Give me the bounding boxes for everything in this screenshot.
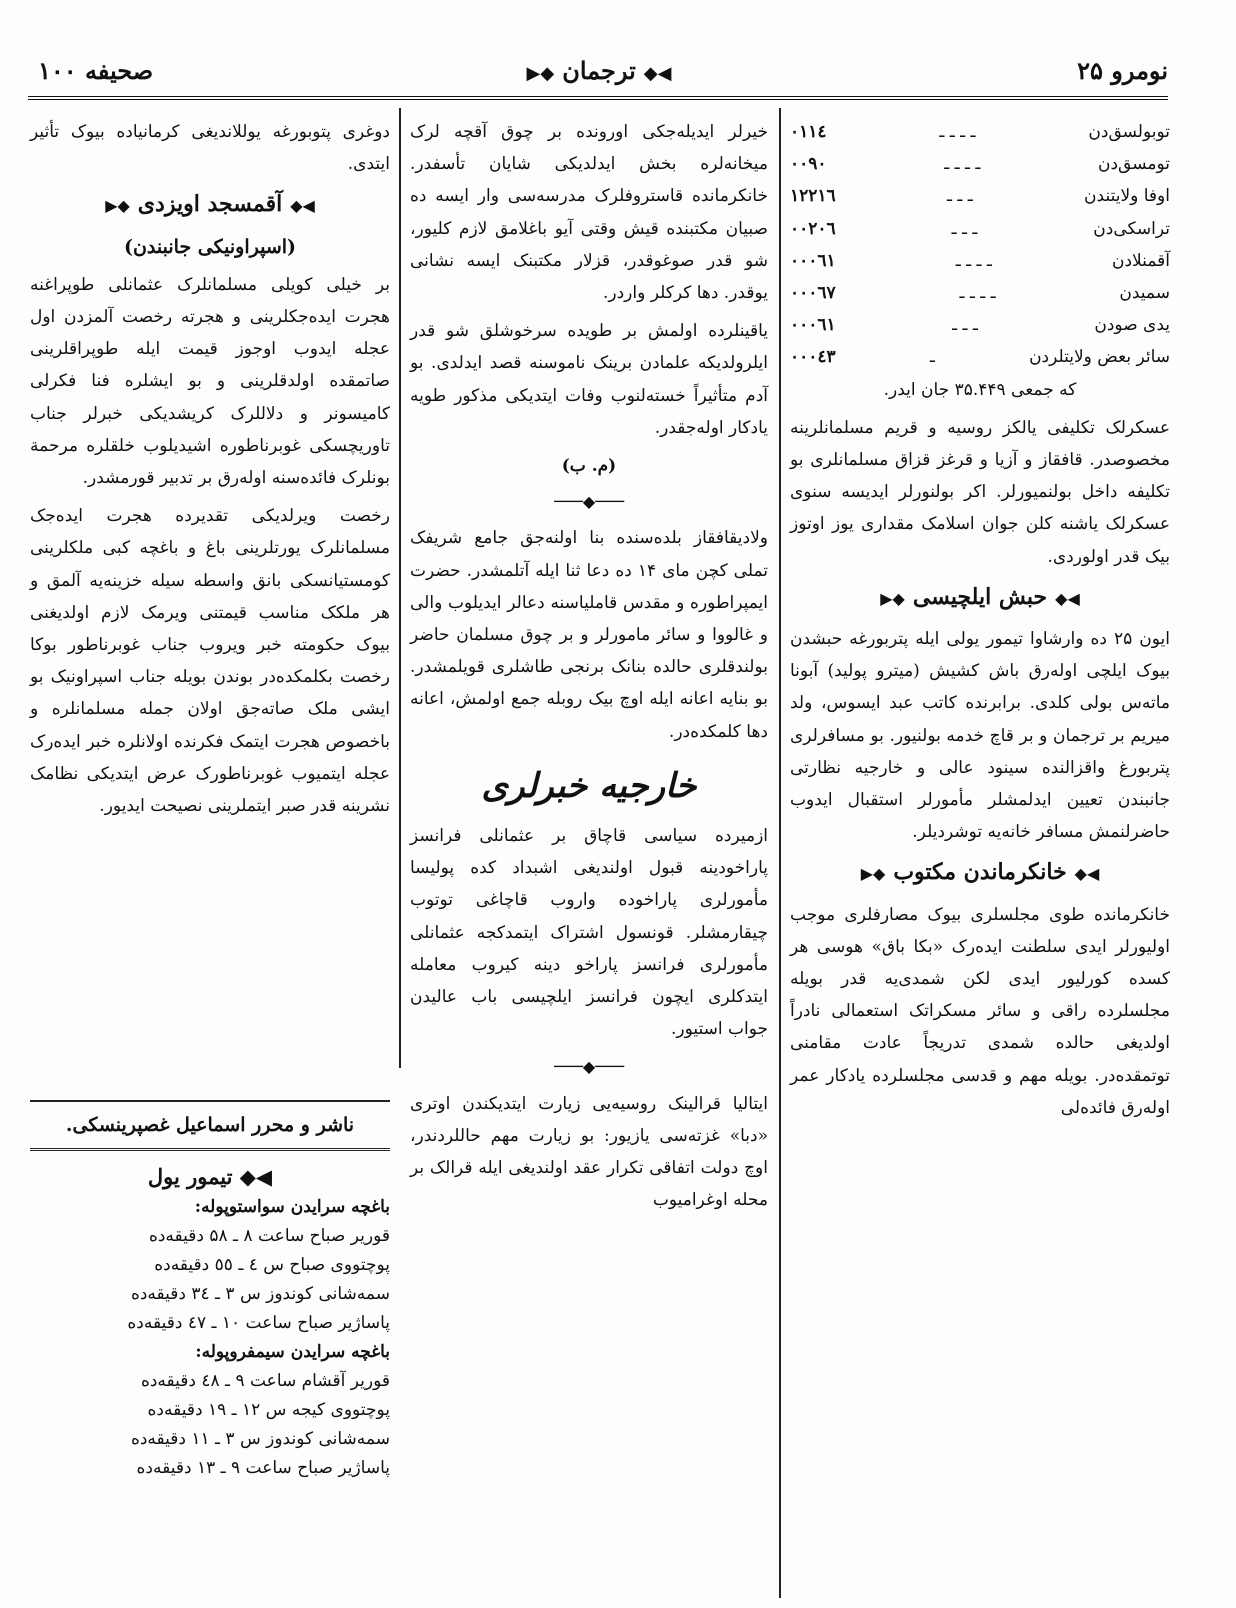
stat-row [790,180,1170,212]
timetable-row: سمه‌شانی کوندوز س ۳ ـ ۱۱ دقیقه‌ده [130,1429,390,1449]
section-heading [790,856,1170,890]
separator-ornament-icon: ───◆─── [553,492,625,512]
heading-text: خانکرماندن مکتوب [893,859,1067,886]
timetable-row: پاساژیر صباح ساعت ۹ ـ ۱۳ دقیقه‌ده [136,1458,390,1478]
stat-dashes: ـ ـ ـ ـ [959,283,996,304]
header-rule [28,96,1168,100]
stat-row [790,116,1170,148]
stat-dashes: ـ ـ ـ ـ [955,250,992,271]
timetable-row: پوچتووی صباح س ٤ ـ ٥٥ دقیقه‌ده [154,1255,390,1275]
stat-dashes: ـ ـ ـ [951,218,978,239]
column-divider [399,108,401,1068]
stat-value: ٠٠٠٦١ [790,250,836,271]
section-heading [30,188,390,222]
stat-place: یدی صودن [1094,315,1170,336]
timetable-section: باغچه سرایدن سواستوپوله: [194,1197,390,1217]
ornament-icon: ◀◆ [643,63,672,84]
article-paragraph: عسکرلک تکلیفی یالکز روسیه و قریم مسلمانلرینه مخصوصدر. قافقاز و آزیا و قرغز قزاق مسلمانلری بو تکلیفه داخل بولنمیورلر. اکر بولنورلر ایدیسه سنوی عسکرلک یاشنه کلن جوان اسلامک مقداری یوز اوتوز بیک قدر اولوردی. [790,417,1170,567]
timetable-row: سمه‌شانی کوندوز س ۳ ـ ۳٤ دقیقه‌ده [130,1284,390,1304]
stat-place: توبولسق‌دن [1088,122,1170,142]
stat-dashes: ـ ـ ـ ـ [939,122,976,142]
article-paragraph: بر خیلی کویلی مسلمانلرک عثمانلی طوپراغنه هجرت ایده‌جکلرینی و هجرته رخصت آلمزدن اول عجله ایدوب اوجوز قیمت ایله طوپراقلرینی صاتمقده اولدقلرینی و بو ایشلره فنا فکرلی کامیسونر و دلاللرک کریشدیکی خبرلر جناب تاوریچسکی غوبرناطوره اشیدیلوب خلقلره مرحمة بونلرک فائده‌سنه اوله‌رق بر تدبیر قورمشدر. [30,274,390,489]
article-paragraph: یاقینلرده اولمش بر طویده سرخوشلق شو قدر ایلرولدیکه علمادن برینک ناموسنه قصد ایدلدی. بو آدم متأثیراً خسته‌لنوب وفات ایتدیکی مذکور طویه یادکار اوله‌جقدر. [410,321,768,438]
stat-place: اوفا ولایتندن [1084,186,1170,207]
paper-title-wrap [30,56,1168,85]
stat-dashes: ـ ـ ـ [952,315,978,336]
ornament-icon: ◆▶ [526,63,555,84]
ornament-icon: ◆▶ [860,864,886,884]
column-middle [410,116,768,1223]
page-number: صحیفه ۱۰۰ [38,56,154,85]
timetable-row: پوچتووی کیجه س ۱۲ ـ ۱۹ دقیقه‌ده [147,1400,390,1420]
ornament-icon: ◀◆ [290,196,315,216]
issue-number: نومرو ۲۵ [1077,56,1168,85]
ornament-icon: ◀◆ [1074,864,1100,884]
stat-row [790,213,1170,245]
timetable-heading [30,1162,390,1191]
stat-value: ٠١١٤ [790,122,827,142]
stat-value: ٠٠٠٦١ [790,315,836,336]
stat-row [790,245,1170,277]
masthead [30,52,1168,96]
column-left [30,116,390,828]
column-right [790,116,1170,1130]
ornament-icon: ◀◆ [1055,588,1080,608]
article-paragraph: ایون ۲۵ ده وارشاوا تیمور یولی ایله پتربورغه حبشدن بیوک ایلچی اوله‌رق باش کشیش (میترو پولید) آبونا ماته‌س بولی کلدی. برابرنده کاتب عبد ایسوس، ولد میریم بر ترجمان و بر قاچ خدمه بولنیور. بو مسافرلری پتربورغ واقزالنده سینود عالی و خارجیه نظارتی جانبندن تعیین ایدلمشلر مأمورلر استقبال ایدوب حاضرلنمش مسافر خانه‌یه توشردیلر. [790,629,1170,843]
foreign-news-heading: خارجیه خبرلری [481,765,697,806]
heading-text: حبش ایلچیسی [912,583,1048,610]
ornament-icon: ◆▶ [880,588,905,608]
timetable-section: باغچه سرایدن سیمفروپوله: [195,1342,390,1362]
ornament-icon: ◆▶ [105,196,130,216]
publisher-line: ناشر و محرر اسماعیل غصپرینسکی. [30,1100,390,1151]
stat-place: سائر بعض ولایتلردن [1029,347,1170,368]
stat-value: ٠٠٠٤٣ [790,347,836,368]
railway-timetable [30,1162,390,1483]
stat-value: ٠٠٢٠٦ [790,218,836,239]
stat-dashes: ـ [929,347,935,368]
stat-row [790,341,1170,373]
ornament-icon: ◀◆ [232,1164,273,1189]
author-signature: (م. ب) [561,456,617,477]
article-paragraph: ایتالیا قرالینک روسیه‌یی زیارت ایتدیکندن اوتری «دبا» غزته‌سی یازیور: بو زیارت مهم حاللردندر، اوچ دولت اتفاقی تکرار عقد اولندیغی ایله قرالک بر محله اوغرامیوب [410,1093,768,1211]
stat-row [790,277,1170,309]
stat-value: ٠٠٩٠ [790,154,827,175]
stat-place: سمیدن [1119,283,1170,304]
separator-ornament-icon: ───◆─── [553,1057,625,1077]
section-subheading: (اسپراونیکی جانبندن) [123,235,297,258]
article-paragraph: دوغری پتوبورغه یوللاندیغی کرمانیاده بیوک تأثیر ایتدی. [30,122,390,175]
timetable-title: تیمور یول [147,1164,233,1189]
total-line: که جمعی ۳۵.۴۴۹ جان ایدر. [883,379,1077,400]
article-paragraph: رخصت ویرلدیکی تقدیرده هجرت ایده‌جک مسلمانلرک یورتلرینی باغ و باغچه کبی ملکلرینی کومستیانسکی بانق واسطه سیله خزینه‌یه آلمق و هر ملکک مناسب قیمتنی ویرمک لازم اولدیغنی بیوک حکومته خبر ویروب جناب غوبرناطور بوکا رخصت بکلمکده‌در بوندن بویله جناب اسپراونیک بو ایشی ملک صاته‌جق اولان جمله مسلمانلره و باخصوص هجرت ایتمک فکرنده اولانلره خبر ایده‌رک عجله ایتمیوب غوبرناطورک عرض ایتدیکی نظامک نشرینه قدر صبر ایتملرینی نصیحت ایدیور. [30,506,390,817]
stat-dashes: ـ ـ ـ [946,186,973,207]
stat-place: آقمنلادن [1111,250,1170,271]
timetable-row: قوریر صباح ساعت ۸ ـ ۵۸ دقیقه‌ده [148,1226,390,1246]
stat-row [790,148,1170,180]
stat-row [790,309,1170,341]
stat-value: ٠٠٠٦٧ [790,283,836,304]
paper-title: ترجمان [562,56,636,85]
timetable-row: پاساژیر صباح ساعت ۱۰ ـ ٤٧ دقیقه‌ده [127,1313,390,1333]
stat-place: تراسکی‌دن [1093,218,1170,239]
article-paragraph: ولادیقافقاز بلده‌سنده بنا اولنه‌جق جامع شریفک تملی کچن مای ۱۴ ده دعا ثنا ایله آتلمشدر. حضرت ایمپراطوره و مقدس قاملیاسنه دعالر ایدیلوب والی و غالووا و سائر مامورلر و بر چوق مسلمان حاضر بولندقلری حالده بنانک برنجی طاشلری قویلمشدر. بو بنایه اعانه ایله اوچ بیک روبله جمع اولمش، اعانه دها کلمکده‌در. [410,528,769,742]
stat-value: ١٢٢١٦ [790,186,836,207]
heading-text: آقمسجد اویزدی [137,191,283,218]
column-divider [779,108,781,1598]
section-heading [790,581,1170,615]
article-paragraph: ازمیرده سیاسی قاچاق بر عثمانلی فرانسز پاراخودینه قبول اولندیغی اشبداد کده پولیسا مأمورلری پاراخوده واروب قاچاغی توتوب چیقارمشلر. قونسول اشتراک ایتمدکجه عثمانلی مأمورلری فرانسز پاراخو دینه کیروب معامله ایتدکلری ایچون فرانسز ایلچیسی باب عالیدن جواب استیور. [410,826,768,1040]
stat-place: تومسق‌دن [1097,154,1170,175]
article-paragraph: خانکرمانده طوی مجلسلری بیوک مصارفلری موجب اولیورلر ایدی سلطنت ایده‌رک «بکا باق» هوسی هر کسده کورلیور ایدی لکن شمدی‌یه قدر بویله مجلسلرده راقی و سائر مسکراتک استعمالی نادراً اولدیغی حالده شمدی تدریجاً عادت مقامنی توتمقده‌در. بویله مهم و قدسی مجلسلرده یادکار عمر اوله‌رق فائده‌لی [790,904,1170,1118]
article-paragraph: خیرلر ایدیله‌جکی اورونده بر چوق آقچه لرک میخانه‌لره بخش ایدلدیکی شایان تأسفدر. خانکرمانده قاستروفلرک مدرسه‌سی وار ایسه ده صبیان مکتبنده قیش وقتی آیو باغلامق لازم کلیور، شو قدر صوغوقدر، قزلار مکتبنک ایسه نشانی یوقدر. دها کرکلر واردر. [410,122,768,304]
timetable-row: قوریر آقشام ساعت ۹ ـ ٤٨ دقیقه‌ده [140,1371,390,1391]
stat-dashes: ـ ـ ـ ـ [944,154,981,175]
